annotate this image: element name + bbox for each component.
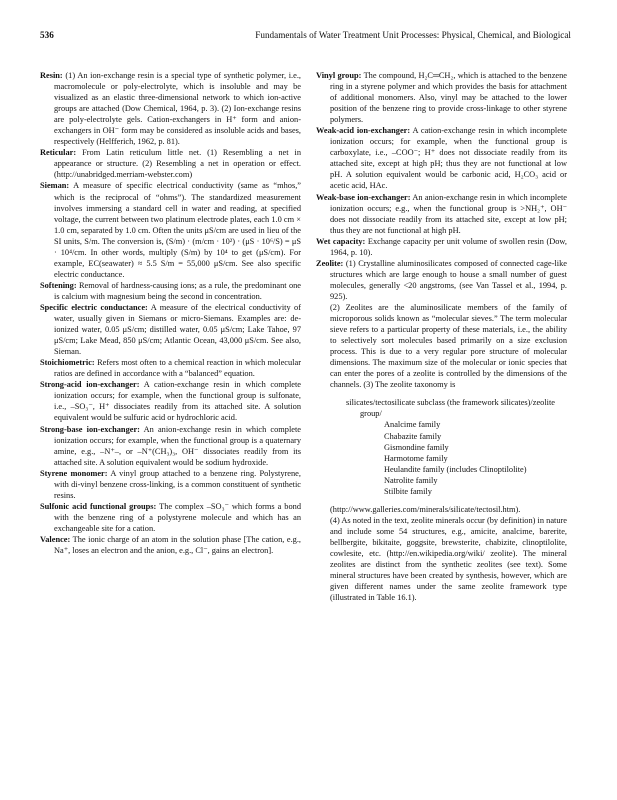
glossary-entry-specific-electric-conductance [40,302,301,357]
definition: Removal of hardness-causing ions; as a rule, the predominant one is calcium with magnesium being the second in concentration. [54,280,301,301]
taxonomy-family: Natrolite family [384,475,438,485]
term: Resin: [40,71,63,80]
glossary-entry-zeolite [316,258,567,302]
taxonomy-family: Analcime family [384,420,441,430]
glossary-entry-sieman [40,180,301,279]
term: Specific electric conductance: [40,302,148,312]
right-column [316,70,567,603]
definition: Exchange capacity per unit volume of swollen resin (Dow, 1964, p. 10). [330,236,567,257]
term: Vinyl group: [316,71,362,80]
glossary-entry-weak-base [316,192,567,236]
term: Weak-base ion-exchanger: [316,192,411,202]
term: Strong-base ion-exchanger: [40,424,140,434]
definition: A measure of the electrical conductivity of water, usually given in Siemans or micro-Siemans. Examples are: de-ionized water, 0.05 μS/cm; distilled water, 0.05 μS/cm; Lake Tahoe, 97 μS/cm; Lake Mead, 850 μS/cm; Atlantic Ocean, 43,000 μS/cm. See also, Sieman. [54,302,301,357]
definition: Refers most often to a chemical reaction in which molecular ratios are defined in accordance with a “balanced” equation. [54,358,301,379]
term: Reticular: [40,148,77,158]
definition: The complex –SO₃⁻ which forms a bond with the benzene ring of a polystyrene molecule and which has an exchangeable site for a cation. [54,501,301,533]
term: Weak-acid ion-exchanger: [316,126,411,136]
zeolite-paragraph-4: (4) As noted in the text, zeolite minerals occur (by definition) in nature and include some 54 structures, e.g., amicite, analcime, barerite, bellbergite, bikitaite, goggsite, brewsterite, chabizite, clinoptilolite, cowlesite, etc. (http://en.wikipedia.org/wiki/ zeolite). The mineral zeolites are distinct from the synthetic zeolites (see text). Some mineral structures have been created by synthesis, however, which are given different names under the same zeolite framework type (illustrated in Table 16.1). [330,515,567,603]
definition: The ionic charge of an atom in the solution phase [The cation, e.g., Na⁺, loses an electron and the anion, e.g., Cl⁻, gains an electron]. [54,534,301,556]
taxonomy-family: Stilbite family [384,486,432,496]
definition: A measure of specific electrical conductivity (same as “mhos,” which is the reciprocal of “ohms”). The standardized measurement involves immersing a standard cell in water and reading, at specified voltage, the current between two platinum electrode plates, each 1.0 cm × 1.0 cm, separated by 1.0 cm. Often the units μS/cm are used in lieu of the SI units, S/m. The conversion is, (S/m) · (m/cm · 10²) · (μS · 10⁶/S) = μS · 10⁴/cm. In other words, multiply (S/m) by 10⁴ to get (μS/cm). For example, EC(seawater) ≈ 5.5 S/m = 55,000 μS/cm. See also specific electric conductance. [54,181,301,279]
definition: An anion-exchange resin in which incomplete ionization occurs; e.g., when the functional group is >NH₂⁺, OH⁻ does not dissociate readily from its attached site, except at low pH; thus they are not functional at high pH. [330,192,567,235]
glossary-entry-styrene-monomer [40,468,301,501]
glossary-entry-strong-base [40,424,301,468]
definition: A vinyl group attached to a benzene ring. Polystyrene, with di-vinyl benzene cross-linking, is a common constituent of synthetic resins. [54,468,301,500]
glossary-entry-sulfonic-acid [40,501,301,534]
glossary-entry-strong-acid [40,379,301,423]
term: Softening: [40,280,77,290]
definition: A cation-exchange resin in which complete ionization occurs; for example, when the functional group is sulfonate, i.e., –SO₃⁻, H⁺ dissociates readily from its attached site. A solution equivalent would be sulfuric acid or hydrochloric acid. [54,380,302,423]
term: Sieman: [40,181,70,191]
term: Valence: [40,534,71,544]
zeolite-source-url: (http://www.galleries.com/minerals/silicate/tectosil.htm). [330,504,521,514]
taxonomy-lead: silicates/tectosilicate subclass (the framework silicates)/zeolite group/ [346,398,555,419]
term: Strong-acid ion-exchanger: [40,380,140,390]
page-header [40,28,571,42]
taxonomy-family: Chabazite family [384,431,442,441]
left-column [40,70,301,556]
definition: The compound, H₂C═CH₂, which is attached to the benzene ring in a styrene polymer and which provides the basis for attachment of additional monomers. Also, vinyl may be attached to the lower position of the benzene ring to provide cross-linkage to other styrene polymers. [330,71,567,125]
taxonomy-family: Harmotome family [384,453,448,463]
glossary-entry-vinyl-group [316,70,567,125]
definition: A cation-exchange resin in which incomplete ionization occurs; for example, when the functional group is carboxylate, i.e., –COO⁻; H⁺ does not dissociate readily from its attached site, except at high pH; thus they are not functional at low pH. A solution equivalent would be carbonic acid, H₂CO₃ acid or acetic acid, HAc. [330,126,567,191]
glossary-entry-wet-capacity [316,236,567,258]
definition: From Latin reticulum little net. (1) Resembling a net in appearance or structure. (2) Resembling a net in operation or effect. (http://unabridged.merriam-webster.com) [54,148,301,180]
page-number: 536 [40,30,54,40]
term: Wet capacity: [316,236,366,246]
taxonomy-family: Gismondine family [384,442,449,452]
definition: (1) An ion-exchange resin is a special type of synthetic polymer, i.e., macromolecule or poly-electrolyte, which is insoluble and may be visualized as an elastic three-dimensional network to which ion-active groups are attached (Dow Chemical, 1964, p. 3). (2) Ion-exchange resins are poly-electrolyte gels. Cation-exchangers in H⁺ form and anion-exchangers in OH⁻ form may be considered as insoluble acids and bases, respectively (Helfferich, 1962, p. 81). [54,71,301,147]
glossary-entry-valence [40,534,301,556]
zeolite-paragraph-2: (2) Zeolites are the aluminosilicate members of the family of microporous solids known as “molecular sieves.” The term molecular sieve refers to a particular property of these materials, i.e., the ability to selectively sort molecules based primarily on a size exclusion process. This is due to a very regular pore structure of molecular dimensions. The maximum size of the molecular or ionic species that can enter the pores of a zeolite is controlled by the dimensions of the channels. (3) The zeolite taxonomy is [330,302,567,390]
glossary-entry-resin [40,70,301,147]
glossary-entry-reticular [40,147,301,180]
definition: An anion-exchange resin in which complete ionization occurs; for example, when the functional group is a quaternary amine, e.g., –N⁺–, or –N⁺(CH₃)₃, OH⁻ dissociates readily from its attached site. A solution equivalent would be sodium hydroxide. [54,424,301,467]
zeolite-taxonomy [316,397,567,496]
glossary-entry-softening [40,280,301,302]
term: Zeolite: [316,258,344,268]
glossary-entry-stoichiometric [40,357,301,379]
glossary-entry-weak-acid [316,125,567,191]
term: Stoichiometric: [40,358,95,368]
taxonomy-family: Heulandite family (includes Clinoptilolite) [384,464,527,474]
definition: (1) Crystalline aluminosilicates composed of connected cage-like structures which are large enough to house a small number of guest molecules, generally <20 angstroms, (see Van Tassel et al., 1994, p. 925). [330,258,567,301]
running-title: Fundamentals of Water Treatment Unit Processes: Physical, Chemical, and Biological [255,30,571,40]
term: Styrene monomer: [40,468,108,478]
term: Sulfonic acid functional groups: [40,501,157,511]
